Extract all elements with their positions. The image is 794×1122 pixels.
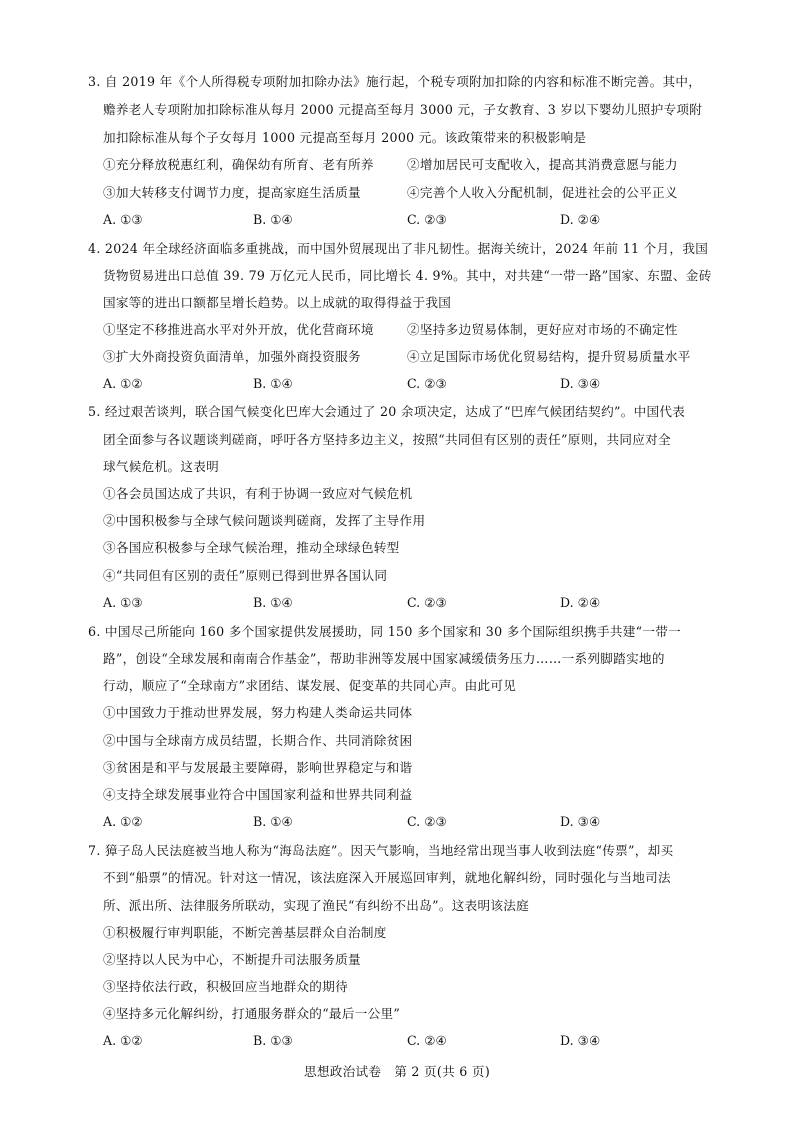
q6-option-2: ②中国与全球南方成员结盟，长期合作、共同消除贫困 [103, 733, 413, 748]
q6-option-4: ④支持全球发展事业符合中国国家利益和世界共同利益 [103, 787, 413, 802]
q3-option-3: ③加大转移支付调节力度，提高家庭生活质量 [103, 185, 361, 200]
q7-stem-line-3: 所、派出所、法律服务所联动，实现了渔民“有纠纷不出岛”。这表明该法庭 [103, 898, 530, 913]
q5-stem-line-1: 5. 经过艰苦谈判，联合国气候变化巴库大会通过了 20 余项决定，达成了“巴库气候团结契约”。中国代表 [88, 404, 686, 419]
q6-stem-line-2: 路”，创设“全球发展和南南合作基金”，帮助非洲等发展中国家减缓债务压力……一系列脚踏实地的 [103, 651, 665, 666]
q5-stem-line-2: 团全面参与各议题谈判磋商，呼吁各方坚持多边主义，按照“共同但有区别的责任”原则，共同应对全 [103, 432, 671, 447]
q5-answer-c: C. ②③ [407, 595, 447, 610]
q6-answer-d: D. ③④ [560, 814, 601, 829]
q4-option-4: ④立足国际市场优化贸易结构，提升贸易质量水平 [407, 349, 691, 364]
q7-option-4: ④坚持多元化解纠纷，打通服务群众的“最后一公里” [103, 1006, 401, 1021]
q4-option-1: ①坚定不移推进高水平对外开放，优化营商环境 [103, 322, 374, 337]
q6-stem-line-1: 6. 中国尽己所能向 160 多个国家提供发展援助，同 150 多个国家和 30 多个国际组织携手共建“一带一 [88, 624, 682, 639]
q5-stem-line-3: 球气候危机。这表明 [103, 459, 220, 474]
q3-answer-b: B. ①④ [253, 212, 293, 227]
q6-answer-b: B. ①④ [253, 814, 293, 829]
q3-answer-d: D. ②④ [560, 212, 601, 227]
q7-option-3: ③坚持依法行政，积极回应当地群众的期待 [103, 979, 348, 994]
q4-answer-d: D. ③④ [560, 376, 601, 391]
q3-answer-c: C. ②③ [407, 212, 447, 227]
q5-option-2: ②中国积极参与全球气候问题谈判磋商，发挥了主导作用 [103, 513, 426, 528]
q5-answer-b: B. ①④ [253, 595, 293, 610]
q4-option-2: ②坚持多边贸易体制，更好应对市场的不确定性 [407, 322, 678, 337]
q7-answer-a: A. ①② [103, 1033, 143, 1048]
q4-stem-line-2: 货物贸易进出口总值 39. 79 万亿元人民币，同比增长 4. 9%。其中，对共建“一带一路”国家、东盟、金砖 [103, 268, 712, 283]
q6-answer-c: C. ②③ [407, 814, 447, 829]
q7-answer-c: C. ②④ [407, 1033, 447, 1048]
q6-option-3: ③贫困是和平与发展最主要障碍，影响世界稳定与和谐 [103, 760, 413, 775]
q7-option-1: ①积极履行审判职能，不断完善基层群众自治制度 [103, 925, 387, 940]
page-footer: 思想政治试卷 第 2 页(共 6 页) [303, 1064, 491, 1079]
q4-stem-line-3: 国家等的进出口额都呈增长趋势。以上成就的取得得益于我国 [103, 295, 452, 310]
q4-answer-c: C. ②③ [407, 376, 447, 391]
q7-answer-d: D. ③④ [560, 1033, 601, 1048]
q7-answer-b: B. ①③ [253, 1033, 293, 1048]
q4-answer-b: B. ①④ [253, 376, 293, 391]
q7-stem-line-2: 不到“船票”的情况。针对这一情况，该法庭深入开展巡回审判，就地化解纠纷，同时强化与当地司法 [103, 870, 671, 885]
q3-stem-line-3: 加扣除标准从每个子女每月 1000 元提高至每月 2000 元。该政策带来的积极影响是 [103, 130, 587, 145]
q4-stem-line-1: 4. 2024 年全球经济面临多重挑战，而中国外贸展现出了非凡韧性。据海关统计，2024 年前 11 个月，我国 [88, 241, 709, 256]
q4-option-3: ③扩大外商投资负面清单，加强外商投资服务 [103, 349, 361, 364]
q3-option-1: ①充分释放税惠红利，确保幼有所育、老有所养 [103, 157, 374, 172]
q7-stem-line-1: 7. 獐子岛人民法庭被当地人称为“海岛法庭”。因天气影响，当地经常出现当事人收到法庭“传票”，却买 [88, 843, 674, 858]
q5-answer-d: D. ②④ [560, 595, 601, 610]
q3-option-2: ②增加居民可支配收入，提高其消费意愿与能力 [407, 157, 678, 172]
q5-option-3: ③各国应积极参与全球气候治理，推动全球绿色转型 [103, 540, 400, 555]
q6-answer-a: A. ①② [103, 814, 143, 829]
q4-answer-a: A. ①② [103, 376, 143, 391]
q3-answer-a: A. ①③ [103, 212, 143, 227]
q3-stem-line-1: 3. 自 2019 年《个人所得税专项附加扣除办法》施行起，个税专项附加扣除的内容和标准不断完善。其中， [88, 74, 702, 89]
q5-option-1: ①各会员国达成了共识，有利于协调一致应对气候危机 [103, 486, 413, 501]
q3-option-4: ④完善个人收入分配机制，促进社会的公平正义 [407, 185, 678, 200]
q6-stem-line-3: 行动，顺应了“全球南方”求团结、谋发展、促变革的共同心声。由此可见 [103, 678, 517, 693]
q3-stem-line-2: 赡养老人专项附加扣除标准从每月 2000 元提高至每月 3000 元，子女教育、3 岁以下婴幼儿照护专项附 [103, 102, 703, 117]
q7-option-2: ②坚持以人民为中心，不断提升司法服务质量 [103, 952, 361, 967]
q6-option-1: ①中国致力于推动世界发展，努力构建人类命运共同体 [103, 705, 413, 720]
q5-answer-a: A. ①③ [103, 595, 143, 610]
q5-option-4: ④“共同但有区别的责任”原则已得到世界各国认同 [103, 568, 388, 583]
